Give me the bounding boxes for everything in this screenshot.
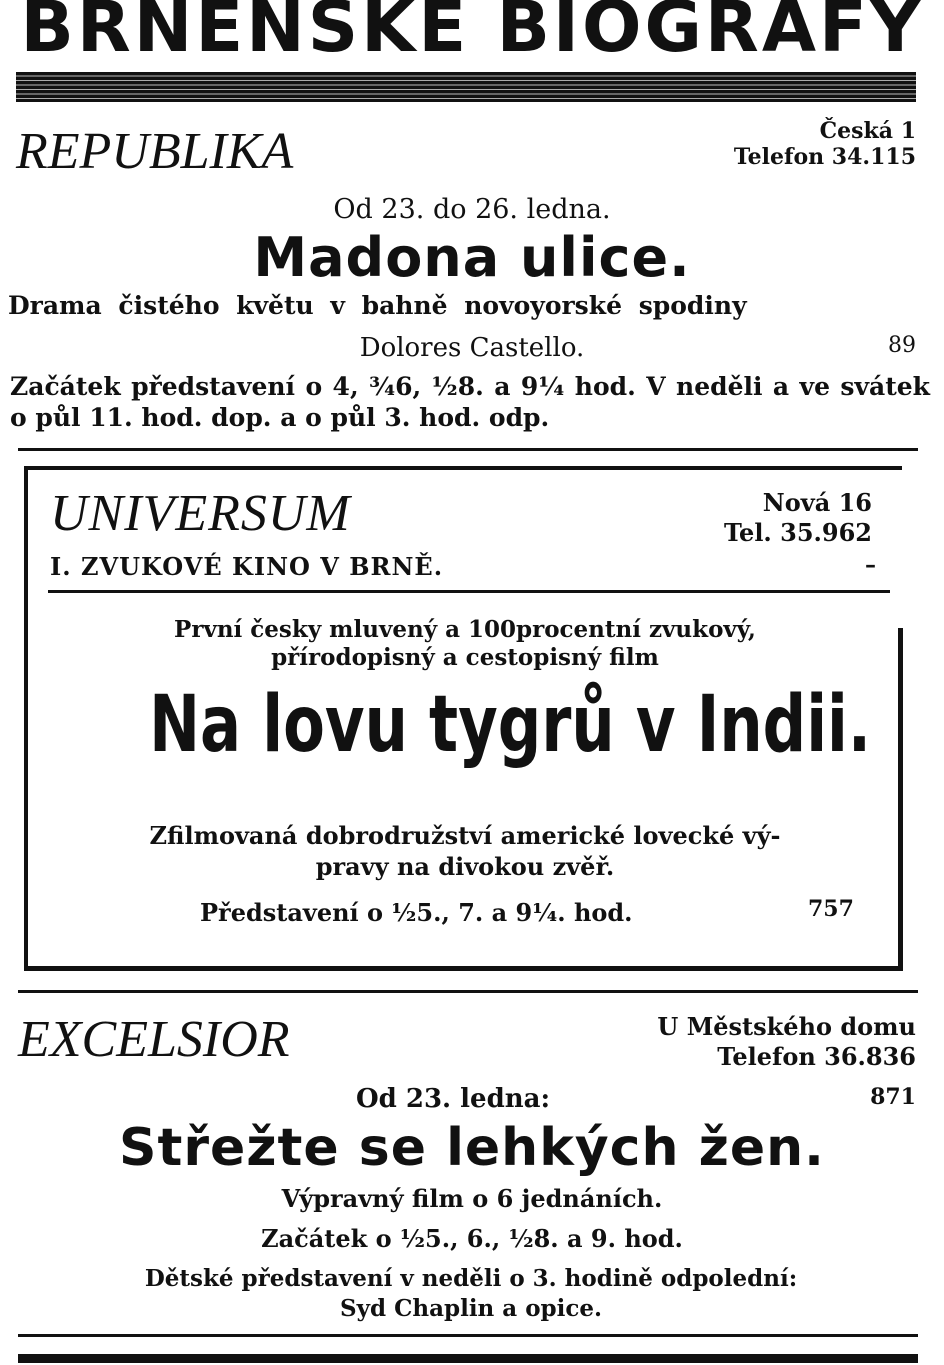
- screening-dates: Od 23. ledna:: [356, 1084, 551, 1114]
- cinema-subtitle: I. ZVUKOVÉ KINO V BRNĚ.: [50, 552, 444, 581]
- cinema-name: UNIVERSUM: [50, 485, 351, 542]
- frame-right-edge: [898, 628, 903, 971]
- section-divider: [18, 990, 918, 993]
- showtimes: Začátek o ½5., 6., ½8. a 9. hod.: [261, 1224, 683, 1253]
- showtimes: Představení o ½5., 7. a 9¼. hod.: [200, 898, 633, 927]
- film-title: Střežte se lehkých žen.: [119, 1118, 825, 1178]
- section-divider: [18, 448, 918, 451]
- page-title: BRNENSKE BIOGRAFY: [20, 0, 924, 68]
- address-line: Česká 1: [819, 118, 916, 144]
- bottom-rule: [18, 1354, 918, 1363]
- children-screening-line: Dětské představení v neděli o 3. hodině odpolední:: [144, 1265, 798, 1292]
- dash-mark: –: [865, 552, 876, 578]
- screening-dates: Od 23. do 26. ledna.: [333, 194, 611, 225]
- ad-code: 871: [870, 1084, 916, 1110]
- intro-line: přírodopisný a cestopisný film: [271, 644, 659, 671]
- film-genre: Výpravný film o 6 jednáních.: [281, 1184, 663, 1213]
- address-line: Nová 16: [762, 488, 872, 517]
- film-title: Madona ulice.: [253, 226, 691, 289]
- header-rule: [48, 590, 890, 593]
- film-genre: Drama čistého květu v bahně novoyorské spodiny: [8, 291, 747, 320]
- film-intro: [60, 616, 870, 672]
- description-line: Zfilmovaná dobrodružství americké lovecké vý-: [149, 821, 781, 850]
- film-description: [60, 820, 870, 882]
- phone-line: Telefon 34.115: [733, 144, 916, 170]
- cinema-name: REPUBLIKA: [16, 123, 294, 180]
- cinema-address: [734, 118, 916, 170]
- showtimes: Začátek představení o 4, ¾6, ½8. a 9¼ hod. V neděli a ve svátek o půl 11. hod. dop. a o půl 3. hod. odp.: [10, 372, 930, 432]
- intro-line: První česky mluvený a 100procentní zvukový,: [174, 616, 756, 643]
- children-screening: [14, 1264, 928, 1324]
- phone-line: Telefon 36.836: [717, 1042, 916, 1071]
- phone-line: Tel. 35.962: [723, 518, 872, 547]
- film-title: Na lovu tygrů v Indii.: [149, 680, 872, 770]
- address-line: U Městského domu: [657, 1012, 916, 1041]
- film-star: Dolores Castello.: [359, 333, 585, 363]
- description-line: pravy na divokou zvěř.: [315, 852, 615, 881]
- ad-code: 89: [888, 333, 916, 358]
- cinema-address: [657, 1012, 916, 1072]
- cinema-address: [724, 488, 872, 548]
- masthead-rule: [16, 72, 916, 102]
- section-divider: [18, 1334, 918, 1337]
- ad-code: 757: [808, 896, 854, 922]
- children-screening-line: Syd Chaplin a opice.: [340, 1295, 602, 1322]
- cinema-name: EXCELSIOR: [18, 1011, 290, 1068]
